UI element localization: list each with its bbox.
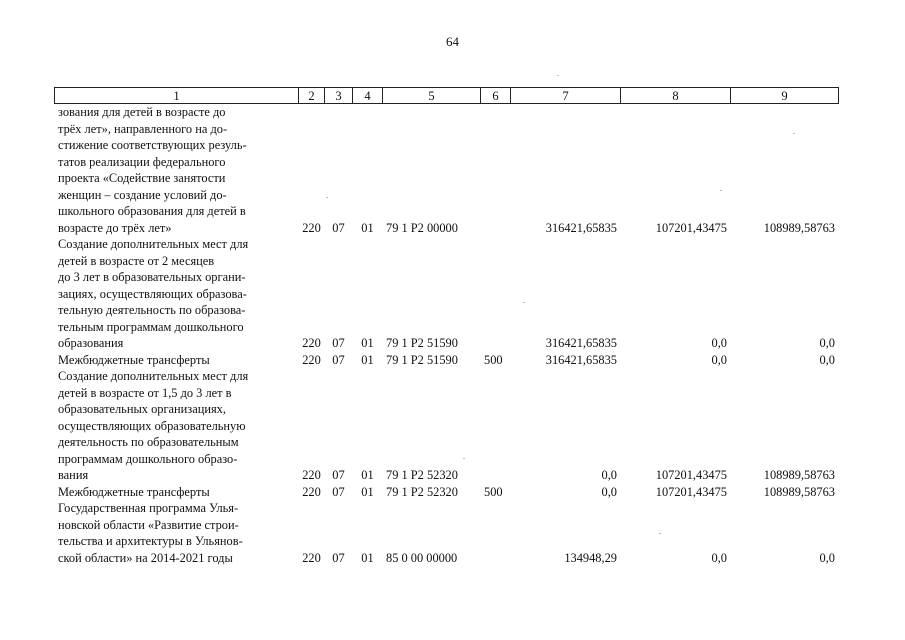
cell-col-6 xyxy=(481,368,511,484)
cell-col-5: 79 1 P2 52320 xyxy=(386,468,458,482)
cell-col-8: 0,0 xyxy=(711,352,727,367)
table-header-row xyxy=(55,88,839,104)
row-name-line: до 3 лет в образовательных органи- xyxy=(58,270,246,284)
cell-col-3: 07 xyxy=(332,220,345,235)
cell-col-5: 79 1 P2 00000 xyxy=(386,220,458,235)
cell-col-4: 01 xyxy=(361,468,374,482)
row-name-line: Межбюджетные трансферты xyxy=(58,484,210,499)
cell-col-7: 316421,65835 xyxy=(545,336,617,350)
row-name-cell xyxy=(55,484,299,501)
cell-col-2: 220 xyxy=(302,484,321,499)
column-header-8: 8 xyxy=(621,88,731,104)
row-name-line: детей в возрасте от 2 месяцев xyxy=(58,253,215,268)
column-header-7: 7 xyxy=(511,88,621,104)
column-header-1: 1 xyxy=(55,88,299,104)
cell-col-4: 01 xyxy=(361,336,374,350)
page-number: 64 xyxy=(446,34,459,49)
column-header-9: 9 xyxy=(731,88,839,104)
cell-col-7: 316421,65835 xyxy=(545,220,617,235)
row-name-line: ской области» на 2014-2021 годы xyxy=(58,550,233,565)
cell-col-2: 220 xyxy=(302,468,321,482)
table-row xyxy=(55,500,839,566)
cell-col-7: 316421,65835 xyxy=(545,352,617,367)
cell-col-3: 07 xyxy=(332,352,345,367)
cell-col-4: 01 xyxy=(361,550,374,565)
cell-col-2: 220 xyxy=(302,336,321,350)
row-name-line: тельным программам дошкольного xyxy=(58,319,244,334)
cell-col-5: 79 1 P2 51590 xyxy=(386,352,458,367)
row-name-line: тельную деятельность по образова- xyxy=(58,303,246,317)
row-name-line: осуществляющих образовательную xyxy=(58,418,246,433)
row-name-line: программам дошкольного образо- xyxy=(58,451,238,466)
table-row xyxy=(55,236,839,352)
cell-col-4: 01 xyxy=(361,352,374,367)
cell-col-6 xyxy=(481,500,511,566)
cell-col-7: 134948,29 xyxy=(564,550,617,565)
scan-speck xyxy=(659,533,661,534)
table-row xyxy=(55,368,839,484)
row-name-line: детей в возрасте от 1,5 до 3 лет в xyxy=(58,385,232,400)
row-name-line: Создание дополнительных мест для xyxy=(58,237,249,251)
table-row xyxy=(55,484,839,501)
cell-col-4: 01 xyxy=(361,484,374,499)
scan-speck xyxy=(326,197,328,198)
scan-speck xyxy=(720,190,722,191)
cell-col-9: 108989,58763 xyxy=(763,468,835,482)
cell-col-5: 85 0 00 00000 xyxy=(386,550,458,565)
cell-col-3: 07 xyxy=(332,468,345,482)
row-name-line: татов реализации федерального xyxy=(58,154,226,169)
cell-col-7: 0,0 xyxy=(601,484,617,499)
column-header-4: 4 xyxy=(353,88,383,104)
row-name-cell xyxy=(55,368,299,484)
column-header-5: 5 xyxy=(383,88,481,104)
row-name-line: Межбюджетные трансферты xyxy=(58,352,210,367)
row-name-line: трёх лет», направленного на до- xyxy=(58,121,228,136)
cell-col-3: 07 xyxy=(332,484,345,499)
table-row xyxy=(55,104,839,237)
budget-table xyxy=(54,87,839,566)
cell-col-6: 500 xyxy=(484,352,503,367)
row-name-line: проекта «Содействие занятости xyxy=(58,171,226,185)
scan-speck xyxy=(523,302,525,303)
row-name-cell xyxy=(55,236,299,352)
row-name-line: вания xyxy=(58,468,89,482)
row-name-line: стижение соответствующих резуль- xyxy=(58,138,247,152)
cell-col-5: 79 1 P2 51590 xyxy=(386,336,458,350)
cell-col-9: 0,0 xyxy=(819,550,835,565)
cell-col-9: 0,0 xyxy=(819,336,835,350)
column-header-2: 2 xyxy=(299,88,325,104)
row-name-line: возрасте до трёх лет» xyxy=(58,220,172,235)
cell-col-8: 107201,43475 xyxy=(655,468,727,482)
row-name-line: зациях, осуществляющих образова- xyxy=(58,286,247,301)
cell-col-5: 79 1 P2 52320 xyxy=(386,484,458,499)
cell-col-9: 108989,58763 xyxy=(763,220,835,235)
cell-col-9: 0,0 xyxy=(819,352,835,367)
cell-col-8: 107201,43475 xyxy=(655,220,727,235)
scan-speck xyxy=(793,133,795,134)
table-row xyxy=(55,352,839,369)
cell-col-9: 108989,58763 xyxy=(763,484,835,499)
cell-col-8: 0,0 xyxy=(711,336,727,350)
cell-col-6 xyxy=(481,104,511,237)
row-name-line: Государственная программа Улья- xyxy=(58,501,239,515)
row-name-line: Создание дополнительных мест для xyxy=(58,369,249,383)
row-name-line: деятельность по образовательным xyxy=(58,435,239,449)
scan-speck xyxy=(557,75,559,76)
row-name-line: зования для детей в возрасте до xyxy=(58,105,226,119)
table-body xyxy=(55,104,839,567)
column-header-6: 6 xyxy=(481,88,511,104)
column-header-3: 3 xyxy=(325,88,353,104)
row-name-line: школьного образования для детей в xyxy=(58,204,246,218)
row-name-line: новской области «Развитие строи- xyxy=(58,517,239,532)
row-name-cell xyxy=(55,500,299,566)
cell-col-8: 107201,43475 xyxy=(655,484,727,499)
row-name-line: тельства и архитектуры в Ульянов- xyxy=(58,534,243,548)
cell-col-6 xyxy=(481,236,511,352)
row-name-cell xyxy=(55,352,299,369)
cell-col-8: 0,0 xyxy=(711,550,727,565)
cell-col-2: 220 xyxy=(302,352,321,367)
row-name-line: образования xyxy=(58,336,124,350)
cell-col-2: 220 xyxy=(302,220,321,235)
row-name-line: образовательных организациях, xyxy=(58,402,226,416)
cell-col-2: 220 xyxy=(302,550,321,565)
row-name-line: женщин – создание условий до- xyxy=(58,187,227,202)
cell-col-7: 0,0 xyxy=(601,468,617,482)
cell-col-3: 07 xyxy=(332,550,345,565)
cell-col-4: 01 xyxy=(361,220,374,235)
cell-col-6: 500 xyxy=(484,484,503,499)
row-name-cell xyxy=(55,104,299,237)
cell-col-3: 07 xyxy=(332,336,345,350)
scan-speck xyxy=(463,458,465,459)
